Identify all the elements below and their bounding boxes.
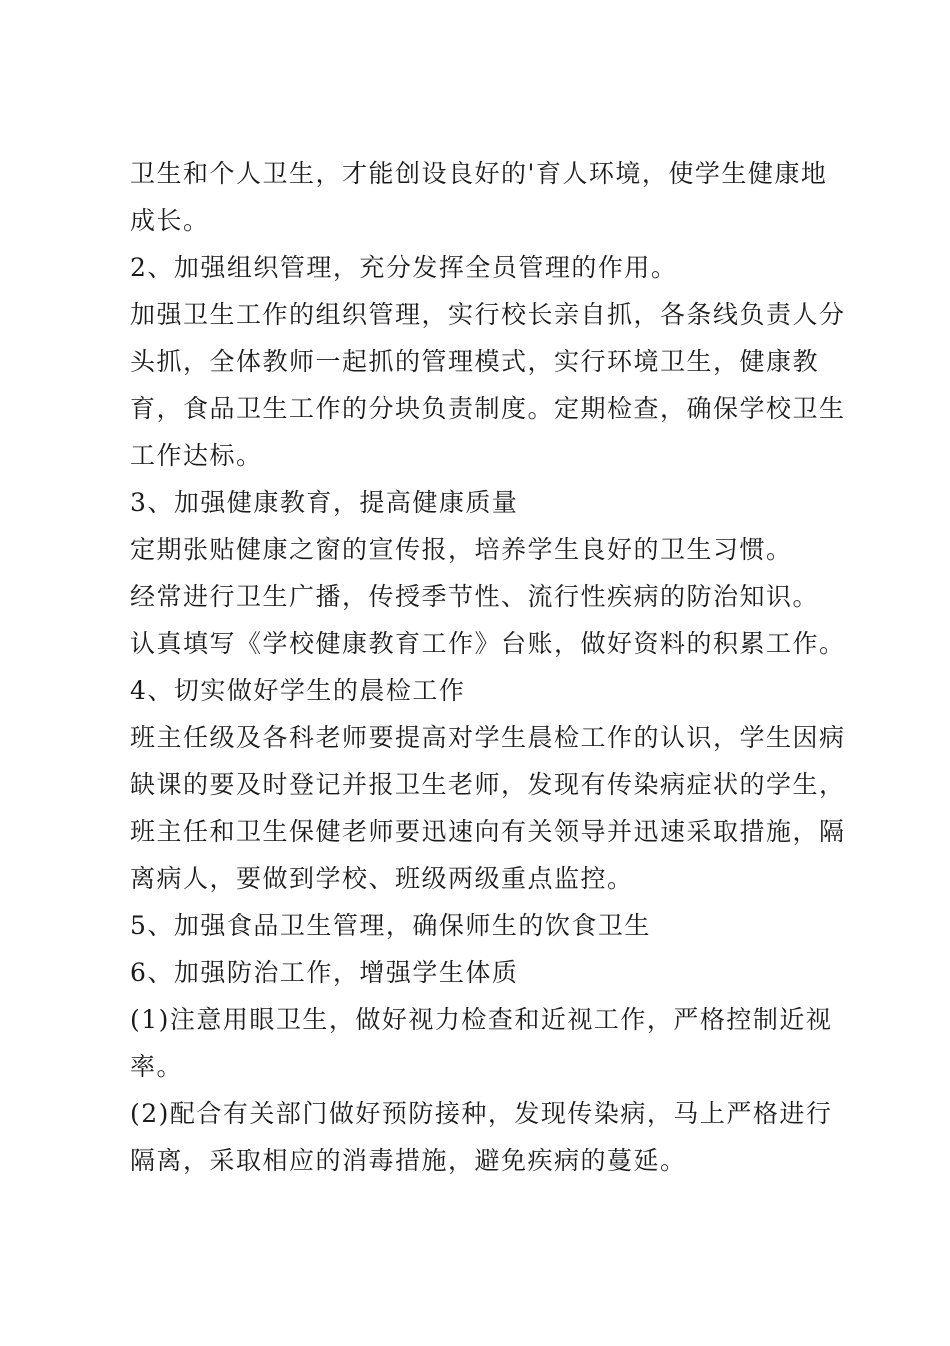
section-heading: 3、加强健康教育，提高健康质量	[130, 488, 519, 517]
paragraph-line: 加强卫生工作的组织管理，实行校长亲自抓，各条线负责人分	[130, 300, 846, 329]
section-heading: 6、加强防治工作，增强学生体质	[130, 958, 519, 987]
section-heading: 2、加强组织管理，充分发挥全员管理的作用。	[130, 253, 678, 282]
paragraph-line: 成长。	[130, 206, 210, 235]
section-heading: 4、切实做好学生的晨检工作	[130, 676, 466, 705]
list-item-line: (2)配合有关部门做好预防接种，发现传染病，马上严格进行	[130, 1099, 833, 1128]
paragraph-line: 班主任级及各科老师要提高对学生晨检工作的认识，学生因病	[130, 723, 846, 752]
paragraph-line: 卫生和个人卫生，才能创设良好的'育人环境，使学生健康地	[130, 159, 828, 188]
paragraph-line: 工作达标。	[130, 441, 263, 470]
paragraph-line: 经常进行卫生广播，传授季节性、流行性疾病的防治知识。	[130, 582, 820, 611]
paragraph-line: 离病人，要做到学校、班级两级重点监控。	[130, 864, 634, 893]
section-heading: 5、加强食品卫生管理，确保师生的饮食卫生	[130, 911, 651, 940]
list-item-line: (1)注意用眼卫生，做好视力检查和近视工作，严格控制近视	[130, 1005, 833, 1034]
paragraph-line: 班主任和卫生保健老师要迅速向有关领导并迅速采取措施，隔	[130, 817, 846, 846]
list-item-line: 率。	[130, 1052, 184, 1081]
paragraph-line: 定期张贴健康之窗的宣传报，培养学生良好的卫生习惯。	[130, 535, 793, 564]
paragraph-line: 头抓，全体教师一起抓的管理模式，实行环境卫生，健康教	[130, 347, 820, 376]
paragraph-line: 育，食品卫生工作的分块负责制度。定期检查，确保学校卫生	[130, 394, 846, 423]
paragraph-line: 缺课的要及时登记并报卫生老师，发现有传染病症状的学生，	[130, 770, 846, 799]
list-item-line: 隔离，采取相应的消毒措施，避免疾病的蔓延。	[130, 1146, 687, 1175]
paragraph-line: 认真填写《学校健康教育工作》台账，做好资料的积累工作。	[130, 629, 846, 658]
document-body	[130, 150, 846, 1184]
